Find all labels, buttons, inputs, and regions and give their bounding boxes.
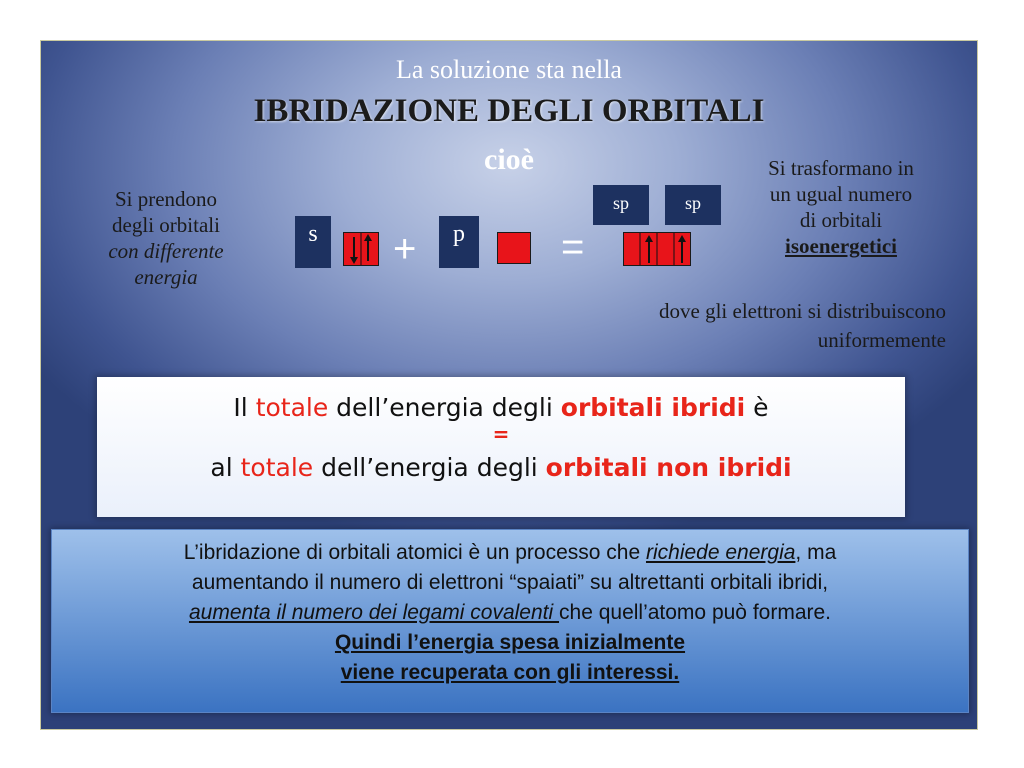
text: dell’energia degli: [313, 453, 546, 482]
highlight-totale: totale: [240, 453, 314, 482]
plus-sign: +: [393, 227, 417, 271]
distribution-caption: [546, 297, 946, 355]
isoenergetici-label: isoenergetici: [785, 234, 897, 258]
left-caption-line: degli orbitali: [112, 213, 220, 237]
summary-line-5: viene recuperata con gli interessi.: [340, 661, 680, 684]
right-caption: [731, 155, 951, 259]
equals-symbol: =: [492, 422, 510, 446]
text: è: [745, 393, 769, 422]
s-orbital: [343, 232, 379, 266]
text: che quell’atomo può formare.: [559, 601, 832, 624]
sp-orbitals: [623, 232, 691, 266]
text: Il: [233, 393, 256, 422]
sp-label-box-1: sp: [593, 185, 649, 225]
unpaired-electron-arrows-icon: [624, 233, 690, 265]
highlight-orbitali-non-ibridi: orbitali non ibridi: [545, 453, 792, 482]
title-line-2: IBRIDAZIONE DEGLI ORBITALI: [253, 93, 765, 129]
right-caption-line: un ugual numero: [769, 182, 913, 206]
summary-line-4: Quindi l’energia spesa inizialmente: [334, 631, 686, 654]
energy-statement-box: [97, 377, 905, 517]
legami-covalenti-text: aumenta il numero dei legami covalenti: [188, 601, 560, 624]
energy-line-3: [97, 451, 905, 485]
left-caption-line: con differente: [108, 239, 224, 263]
distribution-line: uniformemente: [817, 328, 946, 352]
energy-line-1: [97, 391, 905, 425]
title-line-1: La soluzione sta nella: [396, 55, 622, 84]
highlight-orbitali-ibridi: orbitali ibridi: [560, 393, 746, 422]
summary-line-1: [52, 538, 968, 568]
paired-electron-arrows-icon: [344, 233, 378, 265]
sp-label-box-2: sp: [665, 185, 721, 225]
left-caption-line: energia: [134, 265, 198, 289]
left-caption: [71, 186, 261, 290]
text: dell’energia degli: [328, 393, 561, 422]
summary-line-3: [52, 598, 968, 628]
p-label-box: p: [439, 216, 479, 268]
right-caption-line: Si trasformano in: [768, 156, 914, 180]
s-label-box: s: [295, 216, 331, 268]
highlight-totale: totale: [255, 393, 329, 422]
title-line-3: cioè: [484, 143, 534, 176]
slide: [40, 40, 978, 730]
richiede-energia-text: richiede energia: [645, 541, 796, 564]
text: L’ibridazione di orbitali atomici è un processo che: [183, 541, 646, 564]
text: , ma: [795, 541, 837, 564]
text: al: [210, 453, 241, 482]
summary-box: [51, 529, 969, 713]
right-caption-line: di orbitali: [799, 208, 883, 232]
distribution-line: dove gli elettroni si distribuiscono: [659, 299, 946, 323]
p-orbital: [497, 232, 531, 264]
equals-sign: =: [561, 225, 585, 269]
summary-line-2: aumentando il numero di elettroni “spaiati” su altrettanti orbitali ibridi,: [191, 571, 829, 594]
left-caption-line: Si prendono: [114, 187, 218, 211]
